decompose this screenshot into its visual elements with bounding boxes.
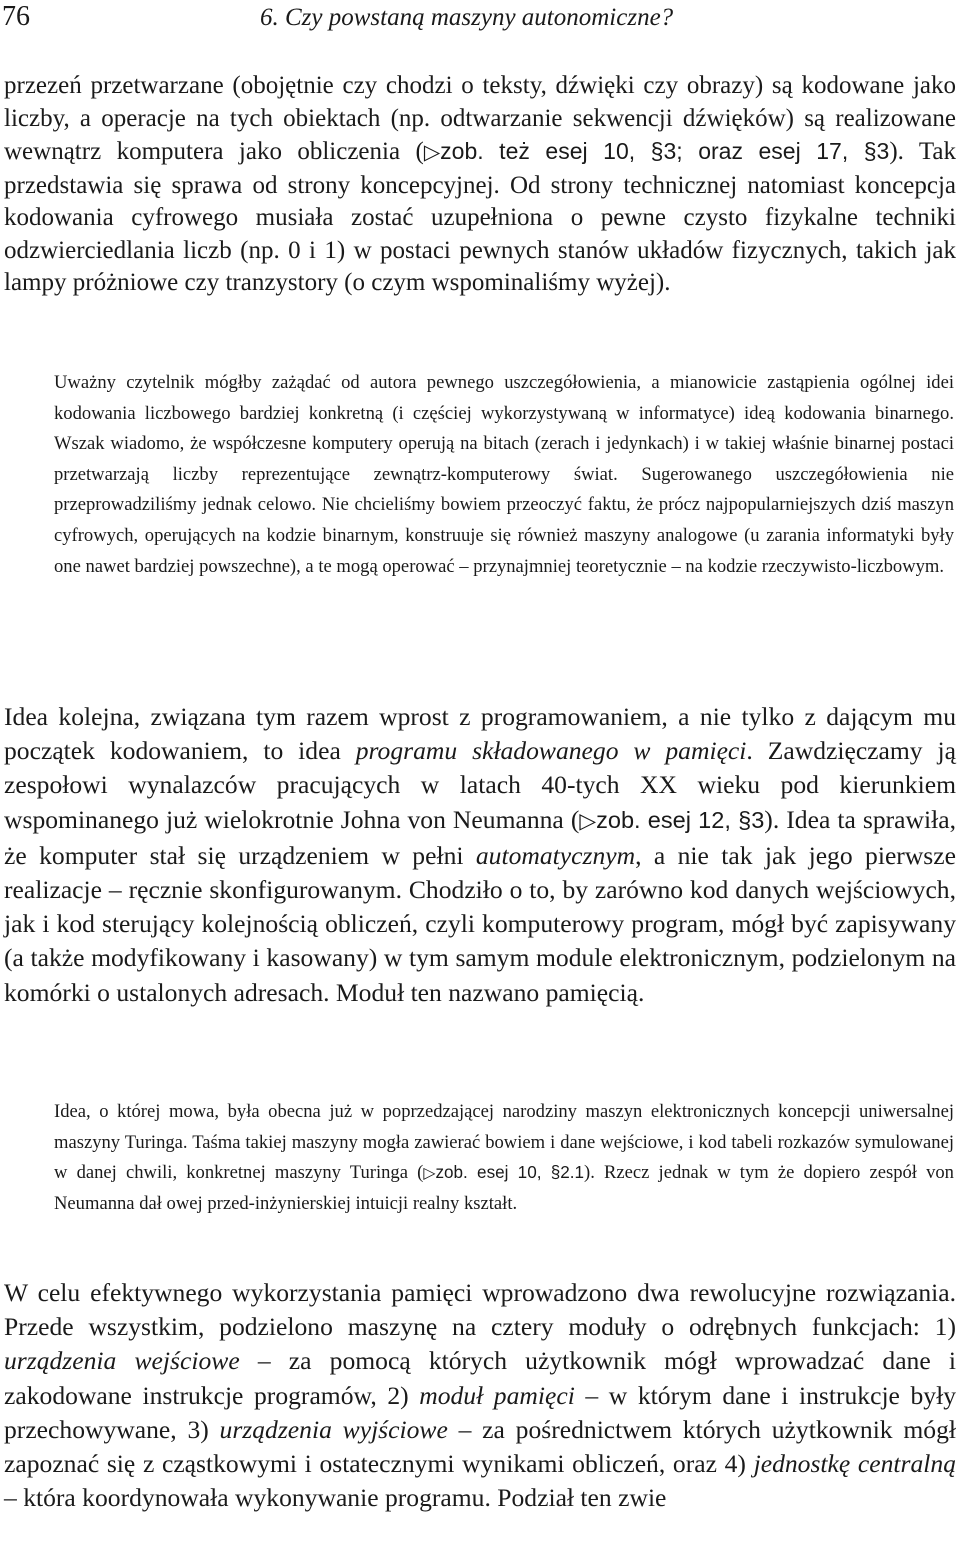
paragraph-2-text-c: ). Idea ta sprawiła, że komputer stał się urządzeniem w pełni xyxy=(4,804,956,870)
paragraph-2-text-a: Idea kolejna, związana tym razem wprost z programowaniem, a nie tylko z dającym mu początek kodowaniem, to idea xyxy=(4,702,956,766)
note-2-text-a: Idea, o której mowa, była obecna już w poprzedzającej narodziny maszyn elektronicznych koncepcji uniwersalnej maszyny Turinga. Taśma takiej maszyny mogła zawierać bowiem i dane wejściowe, i kod tabeli rozkazów symulowanej w danej chwili, konkretnej maszyny Turinga ( xyxy=(54,1101,954,1184)
emphasis-automatic: automatycznym xyxy=(475,840,636,870)
triangle-right-icon: ▷ xyxy=(579,808,597,834)
paragraph-2-text-d: , a nie tak jak jego pierwsze realizacje – ręcznie skonfigurowanym. Chodziło o to, by zarówno kod danych wejściowych, jak i kod sterujący kolejnością obliczeń, czyli komputerowy program, mógł być zapisywany (a także modyfikowany i kasowany) w tym samym module elektronicznym, podzielonym na komórki o ustalonych adresach. Moduł ten nazwano pamięcią. xyxy=(4,840,956,1007)
paragraph-3-text-e: – która koordynowała wykonywanie programu. Podział ten zwie xyxy=(4,1483,667,1513)
paragraph-3-text-d: – za pośrednictwem których użytkownik mógł zapoznać się z cząstkowymi i ostatecznymi wynikami obliczeń, oraz 4) xyxy=(4,1414,956,1479)
note-1 xyxy=(54,368,954,582)
emphasis-input-devices: urządzenia wejściowe xyxy=(4,1346,240,1376)
running-title: 6. Czy powstaną maszyny autonomiczne? xyxy=(260,4,674,31)
note-2 xyxy=(54,1097,954,1219)
triangle-right-icon: ▷ xyxy=(423,1163,436,1183)
paragraph-2-text-b: . Zawdzięczamy ją zespołowi wynalazców pracujących w latach 40-tych XX wieku pod kierunkiem wspominanego już wielokrotnie Johna von Neumanna ( xyxy=(4,736,956,834)
paragraph-1 xyxy=(4,70,956,300)
emphasis-central-unit: jednostkę centralną xyxy=(753,1449,956,1479)
emphasis-memory-module: moduł pamięci xyxy=(419,1380,575,1410)
cross-reference-1[interactable]: zob. też esej 10, §3; oraz esej 17, §3 xyxy=(440,138,890,164)
paragraph-1-text-a: przezeń przetwarzane (obojętnie czy chodzi o teksty, dźwięki czy obrazy) są kodowane jako liczby, a operacje na tych obiektach (np. odtwarzanie sekwencji dźwięków) są realizowane wewnątrz komputera jako obliczenia ( xyxy=(4,72,956,165)
page-number: 76 xyxy=(2,1,30,32)
paragraph-2 xyxy=(4,700,956,1010)
paragraph-3-text-c: – w którym dane i instrukcje były przechowywane, 3) xyxy=(4,1380,957,1444)
cross-reference-2[interactable]: zob. esej 12, §3 xyxy=(596,806,765,833)
page-header xyxy=(0,0,960,40)
paragraph-1-text-b: ). Tak przedstawia się sprawa od strony koncepcyjnej. Od strony technicznej natomiast koncepcja kodowania cyfrowego musiała zostać uzupełniona o pewne czysto fizykalne techniki odzwierciedlania liczb (np. 0 i 1) w postaci pewnych stanów układów fizycznych, takich jak lampy próżniowe czy tranzystory (o czym wspominaliśmy wyżej). xyxy=(4,138,956,296)
paragraph-3-text-b: – za pomocą których użytkownik mógł wprowadzać dane i zakodowane instrukcje programów, 2) xyxy=(4,1346,956,1410)
emphasis-output-devices: urządzenia wyjściowe xyxy=(219,1414,448,1444)
emphasis-stored-program: programu składowanego w pamięci xyxy=(355,736,747,766)
paragraph-3 xyxy=(4,1276,956,1515)
paragraph-3-text-a: W celu efektywnego wykorzystania pamięci wprowadzono dwa rewolucyjne rozwiązania. Przede wszystkim, podzielono maszynę na cztery moduły o odrębnych funkcjach: 1) xyxy=(4,1278,956,1342)
note-1-text: Uważny czytelnik mógłby zażądać od autora pewnego uszczegółowienia, a mianowicie zastąpienia ogólnej idei kodowania liczbowego bardziej konkretną (i częściej wykorzystywaną w informatyce) ideą kodowania binarnego. Wszak wiadomo, że współczesne komputery operują na bitach (zerach i jedynkach) i w takiej właśnie binarnej postaci przetwarzają liczby reprezentujące zewnątrz-komputerowy świat. Sugerowanego uszczegółowienia nie przeprowadziliśmy jednak celowo. Nie chcieliśmy bowiem przeoczyć faktu, że prócz najpopularniejszych dziś maszyn cyfrowych, operujących na kodzie binarnym, konstruuje się również maszyny analogowe (u zarania informatyki były one nawet bardziej powszechne), a te mogą operować – przynajmniej teoretycznie – na kodzie rzeczywisto-liczbowym. xyxy=(54,372,954,577)
note-2-text-b: ). Rzecz jednak w tym że dopiero zespół von Neumanna dał owej przed-inżynierskiej intuicji realny kształt. xyxy=(54,1162,954,1214)
triangle-right-icon: ▷ xyxy=(423,140,441,165)
cross-reference-3[interactable]: zob. esej 10, §2.1 xyxy=(435,1163,585,1183)
